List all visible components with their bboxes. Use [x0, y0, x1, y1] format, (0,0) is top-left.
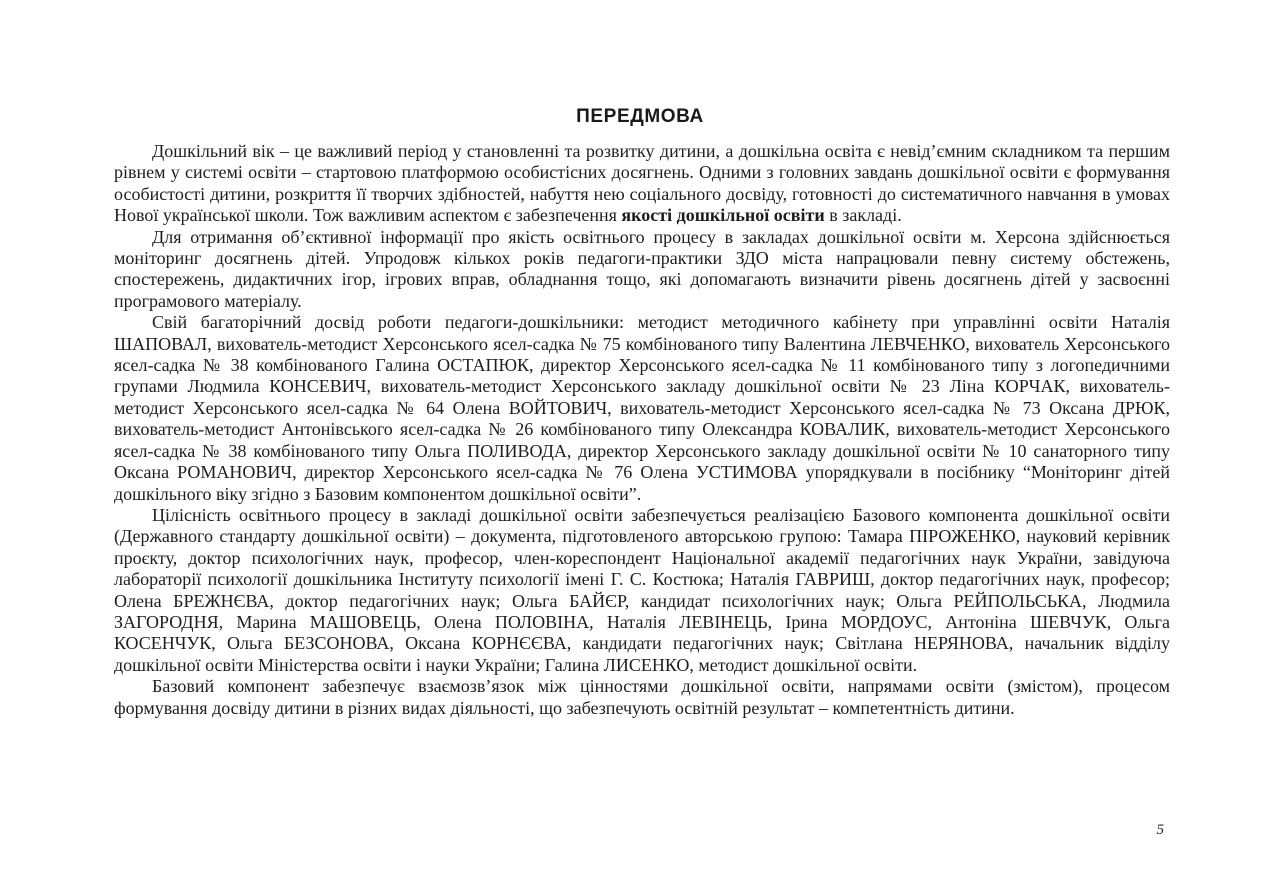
page-title: ПЕРЕДМОВА: [576, 106, 704, 127]
paragraph: [114, 227, 1170, 313]
paragraph: [114, 312, 1170, 505]
bold-text-run: якості дошкільної освіти: [621, 205, 825, 226]
text-run: Цілісність освітнього процесу в закладі дошкільної освіти забезпечується реалізацією Базового компонента дошкільної освіти (Державного стандарту дошкільної освіти) – документа, підготовленого авторською групою: Тамара ПІРОЖЕНКО, науковий керівник проєкту, доктор психологічних наук, професор, член-кореспондент Національної академії педагогічних наук України, завідуюча лабораторії психології дошкільника Інституту психології імені Г. С. Костюка; Наталія ГАВРИШ, доктор педагогічних наук, професор; Олена БРЕЖНЄВА, доктор педагогічних наук; Ольга БАЙЄР, кандидат психологічних наук; Ольга РЕЙПОЛЬСЬКА, Людмила ЗАГОРОДНЯ, Марина МАШОВЕЦЬ, Олена ПОЛОВІНА, Наталія ЛЕВІНЕЦЬ, Ірина МОРДОУС, Антоніна ШЕВЧУК, Ольга КОСЕНЧУК, Ольга БЕЗСОНОВА, Оксана КОРНЄЄВА, кандидати педагогічних наук; Світлана НЕРЯНОВА, начальник відділу дошкільної освіти Міністерства освіти і науки України; Галина ЛИСЕНКО, методист дошкільної освіти.: [114, 504, 1170, 675]
text-run: в закладі.: [824, 205, 902, 226]
paragraph: [114, 505, 1170, 676]
paragraph: [114, 676, 1170, 719]
text-run: Свій багаторічний досвід роботи педагоги-дошкільники: методист методичного кабінету при управлінні освіти Наталія ШАПОВАЛ, вихователь-методист Херсонського ясел-садка № 75 комбінованого типу Валентина ЛЕВЧЕНКО, вихователь Херсонського ясел-садка № 38 комбінованого Галина ОСТАПЮК, директор Херсонського ясел-садка № 11 комбінованого типу з логопедичними групами Людмила КОНСЕВИЧ, вихователь-методист Херсонського закладу дошкільної освіти № 23 Ліна КОРЧАК, вихователь-методист Херсонського ясел-садка № 64 Олена ВОЙТОВИЧ, вихователь-методист Херсонського ясел-садка № 73 Оксана ДРЮК, вихователь-методист Антонівського ясел-садка № 26 комбінованого типу Олександра КОВАЛИК, вихователь-методист Херсонського ясел-садка № 38 комбінованого типу Ольга ПОЛИВОДА, директор Херсонського закладу дошкільної освіти № 10 санаторного типу Оксана РОМАНОВИЧ, директор Херсонського ясел-садка № 76 Олена УСТИМОВА упорядкували в посібнику “Моніторинг дітей дошкільного віку згідно з Базовим компонентом дошкільної освіти”.: [114, 312, 1170, 504]
document-body: [114, 141, 1170, 719]
text-run: Базовий компонент забезпечує взаємозв’язок між цінностями дошкільної освіти, напрямами освіти (змістом), процесом формування досвіду дитини в різних видах діяльності, що забезпечують освітній результат – компетентність дитини.: [114, 676, 1170, 718]
paragraph: [114, 141, 1170, 227]
page-number: 5: [1156, 822, 1164, 838]
text-run: Для отримання об’єктивної інформації про якість освітнього процесу в закладах дошкільної освіти м. Херсона здійснюється моніторинг досягнень дітей. Упродовж кількох років педагоги-практики ЗДО міста напрацювали певну систему обстежень, спостережень, дидактичних ігор, ігрових вправ, обладнання тощо, які допомагають визначити рівень досягнень дітей у засвоєнні програмового матеріалу.: [114, 226, 1170, 311]
text-run: Дошкільний вік – це важливий період у становленні та розвитку дитини, а дошкільна освіта є невід’ємним складником та першим рівнем у системі освіти – стартовою платформою особистісних досягнень. Одними з головних завдань дошкільної освіти є формування особистості дитини, розкриття її творчих здібностей, набуття нею соціального досвіду, готовності до систематичного навчання в умовах Нової української школи. Тож важливим аспектом є забезпечення: [114, 141, 1170, 226]
